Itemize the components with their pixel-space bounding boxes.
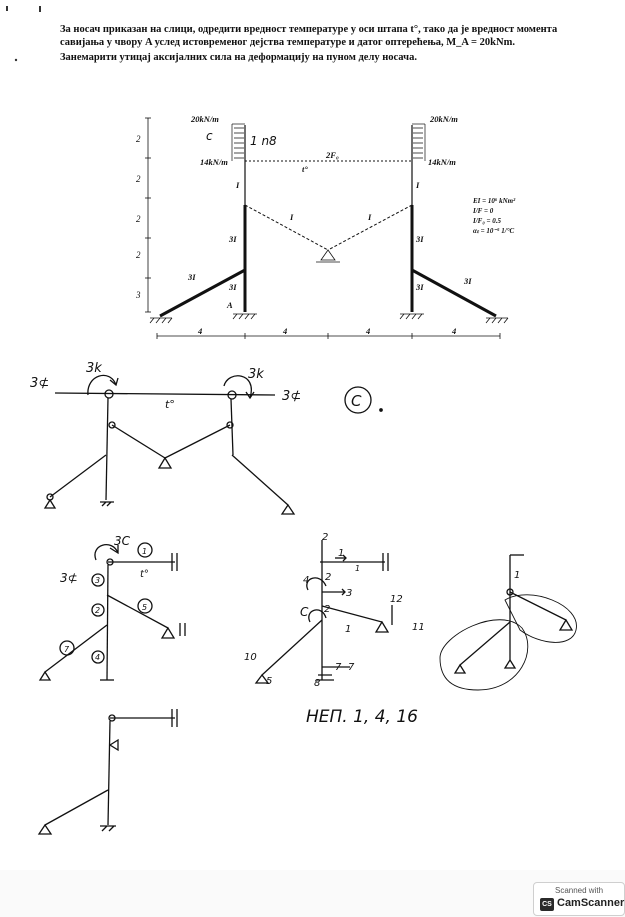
s2-moment-label: 3C <box>114 534 131 548</box>
load-left-top-label: 20kN/m <box>191 114 219 124</box>
s3-label-8: 8 <box>314 678 321 689</box>
sketch-4 <box>440 555 576 690</box>
badge-scanned-with: Scanned with <box>555 886 604 895</box>
s3-label-7b: 7 <box>348 662 355 673</box>
s3-label-2b: 2 <box>325 572 332 583</box>
s2-temp-label: t° <box>140 569 149 580</box>
right-brace <box>412 270 496 316</box>
dim-left-4: 2 <box>136 250 141 260</box>
s2-circle-3: 3 <box>95 576 101 585</box>
beam-temp-label: t° <box>302 164 308 174</box>
sketch-1 <box>45 375 382 514</box>
s3-label-2: 2 <box>322 532 329 543</box>
dim-bottom-4: 4 <box>452 326 457 336</box>
s2-force-label: 3⊄ <box>60 571 78 585</box>
s3-label-4: 4 <box>303 575 310 586</box>
beam-force-label: 2F₀ <box>326 150 339 160</box>
s2-circle-5: 5 <box>142 603 148 612</box>
prop-EI: EI = 10⁶ kNm² <box>473 197 516 205</box>
s3-label-1b: 1 <box>355 564 361 573</box>
s5-hinge-mark <box>110 740 118 750</box>
label-I-diag-right: I <box>368 212 372 222</box>
s1-force-left-label: 3⊄ <box>30 376 50 391</box>
s3-label-C: C <box>300 605 309 619</box>
diagonal-left <box>245 205 328 250</box>
s3-label-5: 5 <box>266 676 273 687</box>
middle-support <box>321 250 335 260</box>
s1-temp-label: t° <box>165 398 175 411</box>
s2-circle-4: 4 <box>95 653 101 662</box>
label-I-right: I <box>416 180 420 190</box>
prop-IF0: I/F₀ = 0.5 <box>473 217 502 225</box>
s1-circled-label: C <box>351 392 362 410</box>
node-A-label: A <box>227 300 233 310</box>
label-3I-right-upper: 3I <box>416 234 424 244</box>
s3-label-7a: 7 <box>335 662 342 673</box>
s2-circle-1: 1 <box>142 547 148 556</box>
prop-IF: I/F = 0 <box>473 207 494 215</box>
dim-bottom-2: 4 <box>283 326 288 336</box>
s4-enclosure-right <box>505 595 576 643</box>
load-left-bottom-label: 14kN/m <box>200 157 228 167</box>
dim-left-3: 2 <box>136 214 141 224</box>
ground-supports <box>150 314 508 323</box>
s4-label: 1 <box>514 570 521 581</box>
camscanner-badge <box>533 882 625 916</box>
s3-label-12: 12 <box>390 594 403 605</box>
s3-label-10: 10 <box>244 652 257 663</box>
dim-bottom-1: 4 <box>198 326 203 336</box>
prop-alpha: αₜ = 10⁻⁵ 1/°C <box>473 227 515 235</box>
s1-moment-right-label: 3k <box>248 367 264 382</box>
scan-marks <box>6 6 41 61</box>
problem-paragraph-1: За носач приказан на слици, одредити вредност температуре у оси штапа t°, тако да је вредност момента савијања у чвору A услед истовременог дејства температуре и датог оптерећења, M_A = 20kNm. <box>60 24 558 48</box>
sketch-2 <box>40 543 185 680</box>
left-distributed-load <box>232 124 245 161</box>
s2-circle-2: 2 <box>95 606 101 615</box>
label-3I-right-lower: 3I <box>416 282 424 292</box>
sketch-5 <box>39 709 177 834</box>
s2-circle-7: 7 <box>64 645 70 654</box>
handwritten-note: НЕП. 1, 4, 16 <box>306 707 418 727</box>
dim-left-5: 3 <box>136 290 141 300</box>
s1-middle-support <box>159 458 171 468</box>
s3-label-11: 11 <box>412 622 425 633</box>
label-3I-left-lower: 3I <box>229 282 237 292</box>
label-3I-left-upper: 3I <box>229 234 237 244</box>
problem-paragraph-2: Занемарити утицај аксијалних сила на деформацију на пуном делу носача. <box>60 52 417 63</box>
camscanner-logo-icon: CS <box>540 898 554 911</box>
s4-enclosure-left <box>440 620 528 690</box>
dim-left-2: 2 <box>136 174 141 184</box>
dim-bottom-3: 4 <box>366 326 371 336</box>
label-I-left: I <box>236 180 240 190</box>
hand-c: c <box>206 129 213 143</box>
s3-label-1c: 1 <box>345 624 352 635</box>
badge-brand: CamScanner <box>557 897 625 909</box>
s1-moment-left-label: 3k <box>86 361 102 376</box>
right-distributed-load <box>412 124 425 161</box>
label-3I-right-brace: 3I <box>464 276 472 286</box>
hand-1n8: 1 n8 <box>250 134 277 148</box>
structure-figure <box>135 114 516 339</box>
s3-label-2c: 2 <box>324 604 331 615</box>
s3-label-1a: 1 <box>338 548 345 559</box>
load-right-bottom-label: 14kN/m <box>428 157 456 167</box>
label-3I-left-brace: 3I <box>188 272 196 282</box>
dim-left-1: 2 <box>136 134 141 144</box>
label-I-diag-left: I <box>290 212 294 222</box>
load-right-top-label: 20kN/m <box>430 114 458 124</box>
s1-force-right-label: 3⊄ <box>282 389 302 404</box>
s3-label-3: 3 <box>346 588 353 599</box>
